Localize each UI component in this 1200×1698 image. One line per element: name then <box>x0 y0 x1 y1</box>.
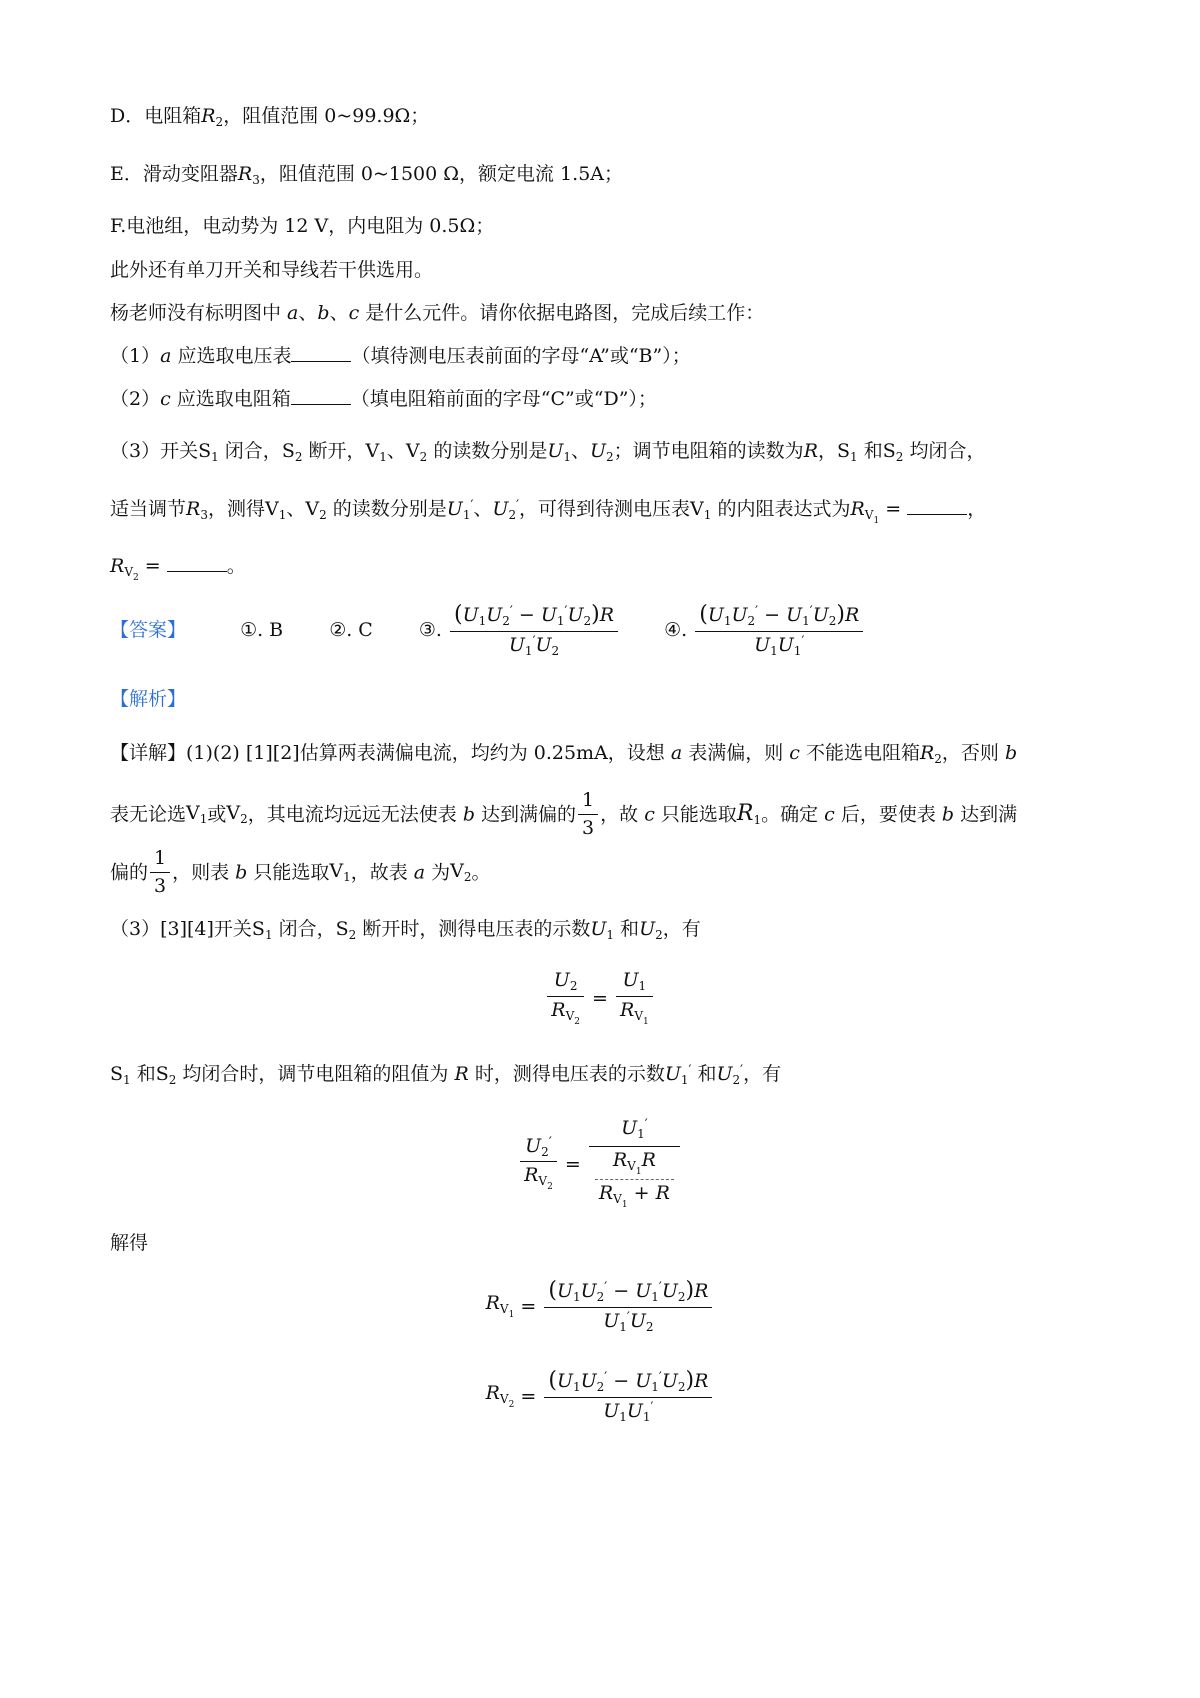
detail-line-2: 表无论选$V_1$或$V_2$，其电流均远远无法使表 b 达到满偏的 $\frac{1}{3}$ ，故 c 只能选取$R_1$。确定 c 后，要使表 b 达到满 <box>110 789 1018 839</box>
answer-4-label: ④. <box>664 618 688 641</box>
intro-line-1: 此外还有单刀开关和导线若干供选用。 <box>110 259 434 281</box>
answer-row <box>110 602 865 659</box>
one-third-fraction: $\frac{1}{3}$ <box>578 790 598 840</box>
result-rv2: $R_{V_2}$ = $\frac{(U_1U_2' - U_1'U_2)R}{U_1U_1'}$ <box>0 1368 1200 1425</box>
answer-blank[interactable] <box>291 347 351 362</box>
item-d: D．电阻箱$R_2$，阻值范围 0~99.9Ω； <box>110 105 430 129</box>
question-2: （2）c 应选取电阻箱 （填电阻箱前面的字母“C”或“D”）； <box>110 388 657 410</box>
answer-blank[interactable] <box>167 557 227 572</box>
intro-line-2: 杨老师没有标明图中 a、b、c 是什么元件。请你依据电路图，完成后续工作： <box>110 302 765 324</box>
solve-label: 解得 <box>110 1232 149 1254</box>
answer-1: ①. B <box>240 618 284 641</box>
answer-3-formula: $\frac{(U_1U_2' - U_1'U_2)R}{U_1'U_2}$ <box>450 602 618 659</box>
question-3-line-3: $R_{V_2}$ = 。 <box>110 555 246 583</box>
result-rv1: $R_{V_1}$ = $\frac{(U_1U_2' - U_1'U_2)R}{U_1'U_2}$ <box>0 1278 1200 1335</box>
detail-line-3: 偏的 $\frac{1}{3}$ ，则表 b 只能选取$V_1$，故表 a 为$V_2$。 <box>110 847 491 897</box>
answer-3-label: ③. <box>418 618 442 641</box>
answer-blank[interactable] <box>291 390 351 405</box>
part-3-line: （3）[3][4]开关$S_1$ 闭合，$S_2$ 断开时，测得电压表的示数$U_1$ 和$U_2$，有 <box>110 918 701 942</box>
equation-ratio-1: $\frac{U_2}{R_{V_2}}$ = $\frac{U_1}{R_{V_1}}$ <box>0 970 1200 1027</box>
analysis-tag: 【解析】 <box>110 688 187 710</box>
one-third-fraction: $\frac{1}{3}$ <box>150 848 170 898</box>
question-1: （1）a 应选取电压表 （填待测电压表前面的字母“A”或“B”）； <box>110 345 691 367</box>
both-closed-line: $S_1$ 和$S_2$ 均闭合时，调节电阻箱的阻值为 R 时，测得电压表的示数$U_1'$ 和$U_2'$，有 <box>110 1063 782 1087</box>
detail-line-1: 【详解】(1)(2) [1][2]估算两表满偏电流，均约为 0.25mA，设想 a 表满偏，则 c 不能选电阻箱$R_2$，否则 b <box>110 742 1018 766</box>
item-f: F.电池组，电动势为 12 V，内电阻为 0.5Ω； <box>110 215 495 237</box>
equation-ratio-2: $\frac{U_2'}{R_{V_2}}$ = $\frac{U_1'}{\frac{R_{V_1}R}{R_{V_1} + R}}$ <box>0 1118 1200 1210</box>
answer-tag: 【答案】 <box>110 618 187 641</box>
answer-2: ②. C <box>329 618 373 641</box>
question-3-line-2: 适当调节$R_3$，测得$V_1$、$V_2$ 的读数分别是$U_1'$、$U_2'$，可得到待测电压表$V_1$ 的内阻表达式为$R_{V_1}$ = ， <box>110 498 987 526</box>
answer-4-formula: $\frac{(U_1U_2' - U_1'U_2)R}{U_1U_1'}$ <box>695 602 863 659</box>
question-3-line-1: （3）开关$S_1$ 闭合，$S_2$ 断开，$V_1$、$V_2$ 的读数分别是$U_1$、$U_2$；调节电阻箱的读数为R，$S_1$ 和$S_2$ 均闭合， <box>110 440 986 464</box>
answer-blank[interactable] <box>907 500 967 515</box>
item-e: E．滑动变阻器$R_3$，阻值范围 0~1500 Ω，额定电流 1.5A； <box>110 163 623 187</box>
